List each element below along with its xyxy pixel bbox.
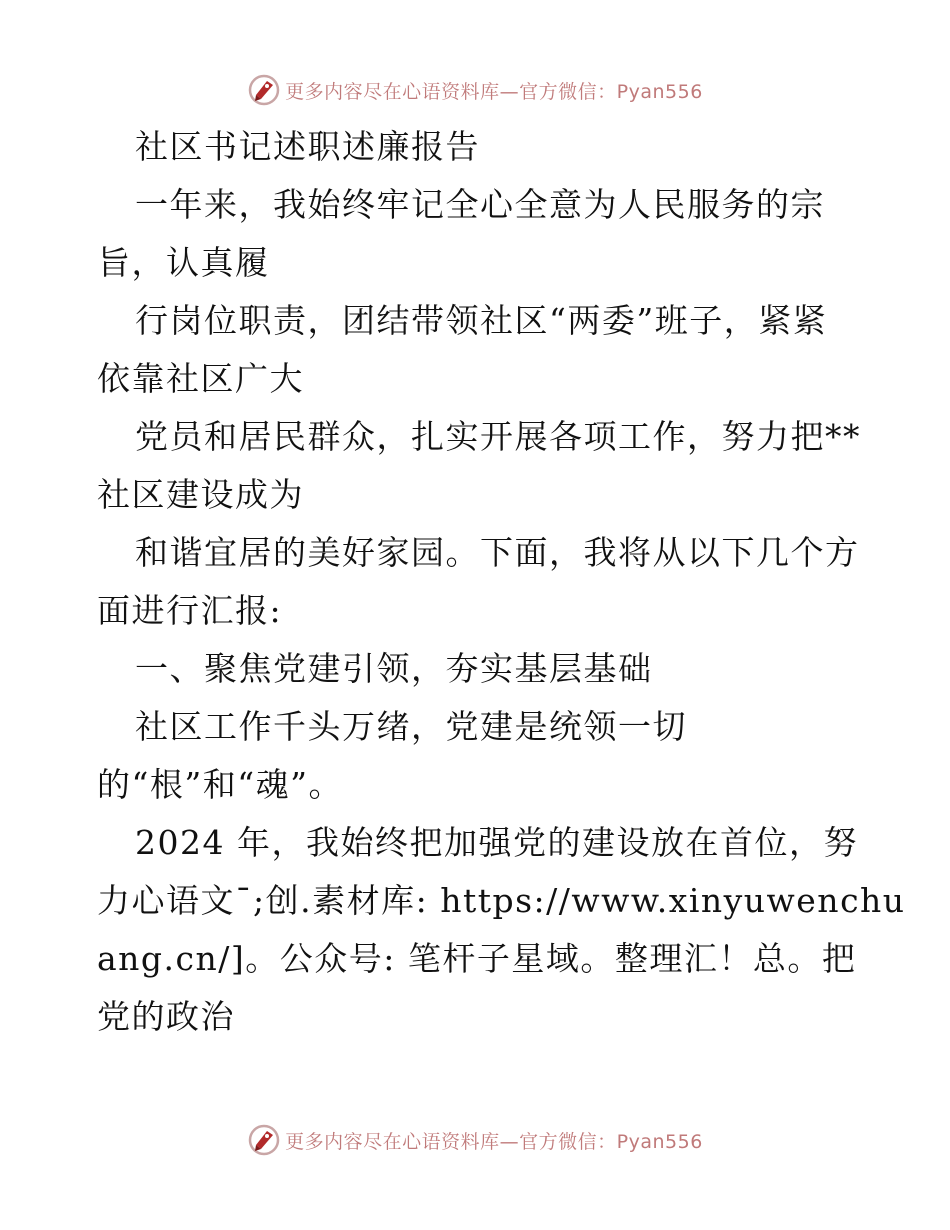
paragraph-line: 和谐宜居的美好家园。下面，我将从以下几个方: [135, 533, 860, 572]
paragraph-line: 力心语文¯;创.素材库: https://www.xinyuwenchu: [97, 881, 906, 920]
paragraph-line: 面进行汇报:: [97, 591, 283, 630]
paragraph-line: 的“根”和“魂”。: [97, 765, 343, 804]
paragraph-line: 行岗位职责，团结带领社区“两委”班子，紧紧: [135, 301, 828, 340]
pen-nib-logo-icon: [247, 1123, 281, 1157]
paragraph-line: 社区建设成为: [97, 475, 304, 514]
paragraph-line: 一、聚焦党建引领，夯实基层基础: [135, 649, 653, 688]
document-title: 社区书记述职述廉报告: [135, 127, 480, 166]
paragraph-line: 旨，认真履: [97, 243, 270, 282]
paragraph-line: 社区工作千头万绪，党建是统领一切: [135, 707, 687, 746]
paragraph-line: 2024 年，我始终把加强党的建设放在首位，努: [135, 823, 858, 862]
pen-nib-logo-icon: [247, 73, 281, 107]
paragraph-line: 党员和居民群众，扎实开展各项工作，努力把**: [135, 417, 861, 456]
document-body: [97, 118, 906, 1046]
watermark-text: 更多内容尽在心语资料库—官方微信：Pyan556: [285, 1130, 703, 1153]
paragraph-line: 一年来，我始终牢记全心全意为人民服务的宗: [135, 185, 825, 224]
footer-watermark-banner: [0, 1120, 950, 1160]
paragraph-line: ang.cn/]。公众号: 笔杆子星域。整理汇！总。把: [97, 939, 857, 978]
header-watermark-banner: [0, 70, 950, 110]
paragraph-line: 党的政治: [97, 997, 235, 1036]
watermark-text: 更多内容尽在心语资料库—官方微信：Pyan556: [285, 80, 703, 103]
paragraph-line: 依靠社区广大: [97, 359, 304, 398]
